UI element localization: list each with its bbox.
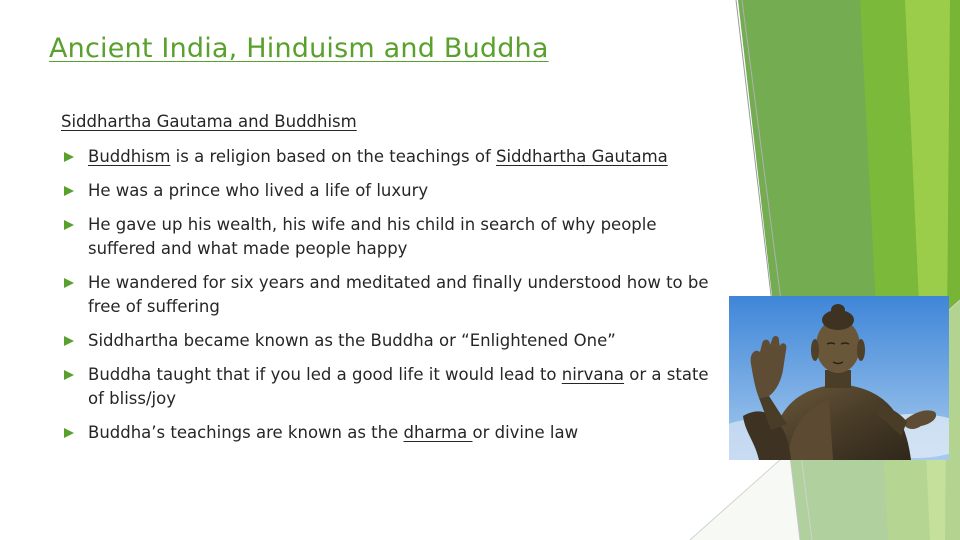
page-title: Ancient India, Hinduism and Buddha [49, 33, 549, 64]
triangle-bullet-icon [64, 186, 74, 196]
hyperlink[interactable]: Siddhartha Gautama [496, 147, 668, 166]
triangle-bullet-icon [64, 278, 74, 288]
bullet-item [64, 421, 724, 445]
triangle-bullet-icon [64, 370, 74, 380]
triangle-bullet-icon [64, 428, 74, 438]
bullet-text: or a state of bliss/joy [88, 365, 709, 408]
bullet-text: He wandered for six years and meditated and finally understood how to be free of suffering [88, 273, 709, 316]
hyperlink[interactable]: Buddhism [88, 147, 171, 166]
bullet-list [64, 145, 724, 455]
hyperlink[interactable]: nirvana [561, 365, 625, 384]
bullet-text: Buddha’s teachings are known as the [88, 423, 404, 442]
hyperlink[interactable]: dharma [403, 423, 473, 442]
section-subtitle: Siddhartha Gautama and Buddhism [61, 112, 357, 131]
triangle-bullet-icon [64, 336, 74, 346]
bullet-text: He was a prince who lived a life of luxury [88, 181, 429, 200]
bullet-text: Buddha taught that if you led a good life it would lead to [88, 365, 562, 384]
bullet-item [64, 329, 724, 353]
bullet-text: is a religion based on the teachings of [170, 147, 496, 166]
triangle-bullet-icon [64, 220, 74, 230]
triangle-bullet-icon [64, 152, 74, 162]
bullet-item [64, 179, 724, 203]
bullet-item [64, 271, 724, 319]
buddha-statue-image [729, 296, 949, 460]
bullet-text: Siddhartha became known as the Buddha or “Enlightened One” [88, 331, 616, 350]
bullet-text: He gave up his wealth, his wife and his child in search of why people suffered and what made people happy [88, 215, 657, 258]
bullet-item [64, 363, 724, 411]
bullet-item [64, 145, 724, 169]
bullet-text: or divine law [472, 423, 579, 442]
bullet-item [64, 213, 724, 261]
